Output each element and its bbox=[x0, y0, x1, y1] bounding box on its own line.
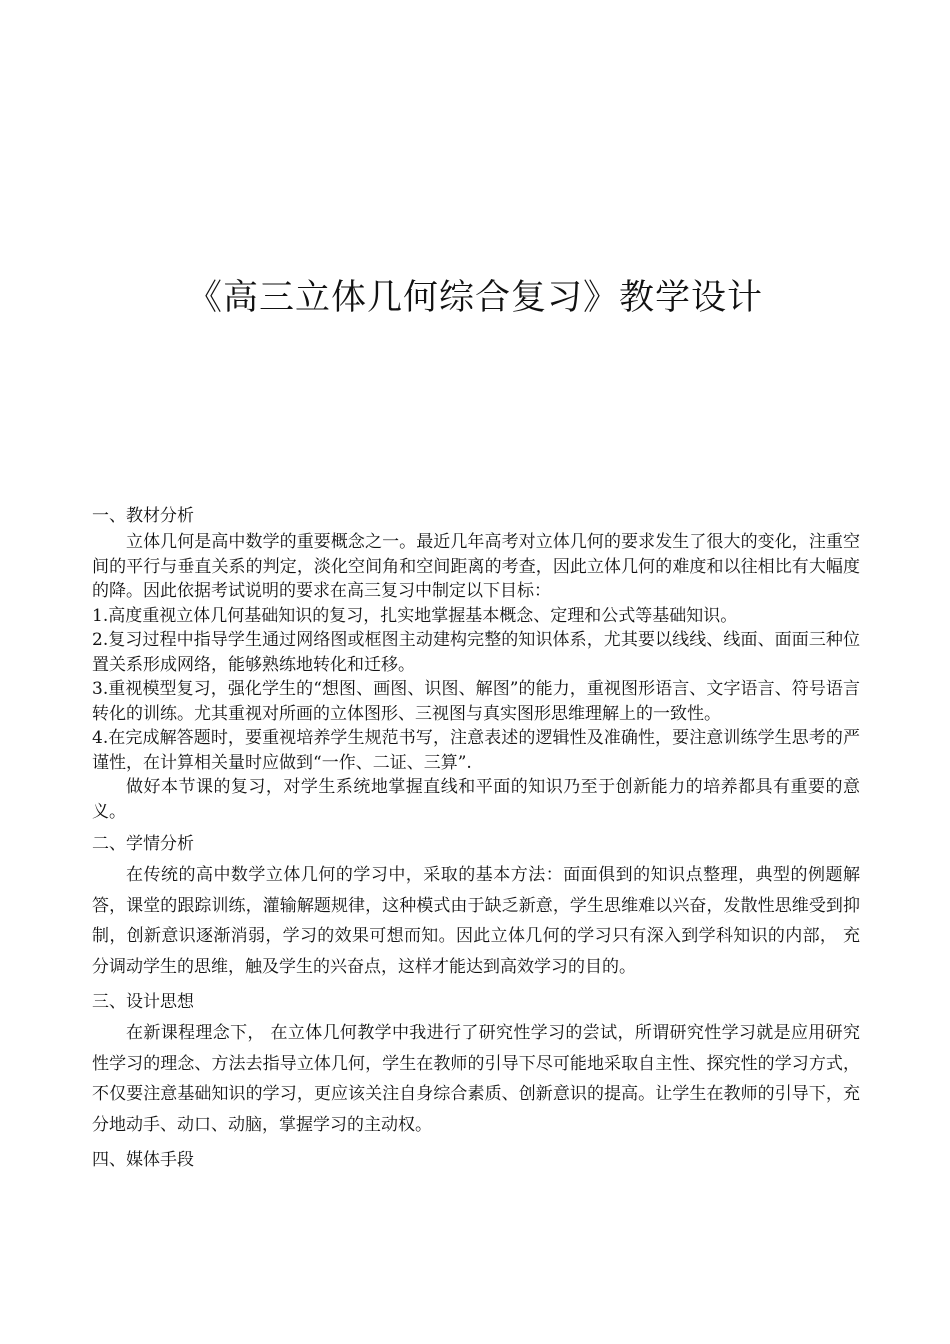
section-heading: 一、教材分析 bbox=[92, 506, 194, 526]
paragraph: 立体几何是高中数学的重要概念之一。最近几年高考对立体几何的要求发生了很大的变化，注重空间的平行与垂直关系的判定，淡化空间角和空间距离的考查，因此立体几何的难度和以往相比有大幅度的降。因此依据考试说明的要求在高三复习中制定以下目标： bbox=[92, 532, 860, 601]
section-design-idea bbox=[92, 988, 860, 1140]
section-heading: 四、媒体手段 bbox=[92, 1150, 194, 1170]
document-title: 《高三立体几何综合复习》教学设计 bbox=[186, 278, 763, 318]
section-heading: 二、学情分析 bbox=[92, 834, 194, 854]
document-body bbox=[92, 504, 860, 1176]
goal-item-3: 3.重视模型复习，强化学生的“想图、画图、识图、解图”的能力，重视图形语言、文字语言、符号语言转化的训练。尤其重视对所画的立体图形、三视图与真实图形思维理解上的一致性。 bbox=[92, 679, 860, 724]
section-student-analysis bbox=[92, 830, 860, 982]
section-textbook-analysis bbox=[92, 504, 860, 824]
goal-item-2: 2.复习过程中指导学生通过网络图或框图主动建构完整的知识体系，尤其要以线线、线面、面面三种位置关系形成网络，能够熟练地转化和迁移。 bbox=[92, 630, 860, 675]
section-media bbox=[92, 1146, 860, 1174]
goal-item-4: 4.在完成解答题时，要重视培养学生规范书写，注意表述的逻辑性及准确性，要注意训练学生思考的严谨性，在计算相关量时应做到“一作、二证、三算”. bbox=[92, 728, 860, 773]
paragraph: 做好本节课的复习，对学生系统地掌握直线和平面的知识乃至于创新能力的培养都具有重要的意义。 bbox=[92, 777, 860, 822]
goal-item-1: 1.高度重视立体几何基础知识的复习，扎实地掌握基本概念、定理和公式等基础知识。 bbox=[92, 605, 738, 626]
paragraph: 在传统的高中数学立体几何的学习中，采取的基本方法：面面俱到的知识点整理，典型的例题解答，课堂的跟踪训练，灌输解题规律，这种模式由于缺乏新意，学生思维难以兴奋，发散性思维受到抑制，创新意识逐渐消弱，学习的效果可想而知。因此立体几何的学习只有深入到学科知识的内部， 充分调动学生的思维，触及学生的兴奋点，这样才能达到高效学习的目的。 bbox=[92, 865, 860, 977]
paragraph: 在新课程理念下， 在立体几何教学中我进行了研究性学习的尝试，所谓研究性学习就是应用研究性学习的理念、方法去指导立体几何，学生在教师的引导下尽可能地采取自主性、探究性的学习方式，不仅要注意基础知识的学习，更应该关注自身综合素质、创新意识的提高。让学生在教师的引导下，充分地动手、动口、动脑，掌握学习的主动权。 bbox=[92, 1023, 860, 1135]
section-heading: 三、设计思想 bbox=[92, 992, 194, 1012]
